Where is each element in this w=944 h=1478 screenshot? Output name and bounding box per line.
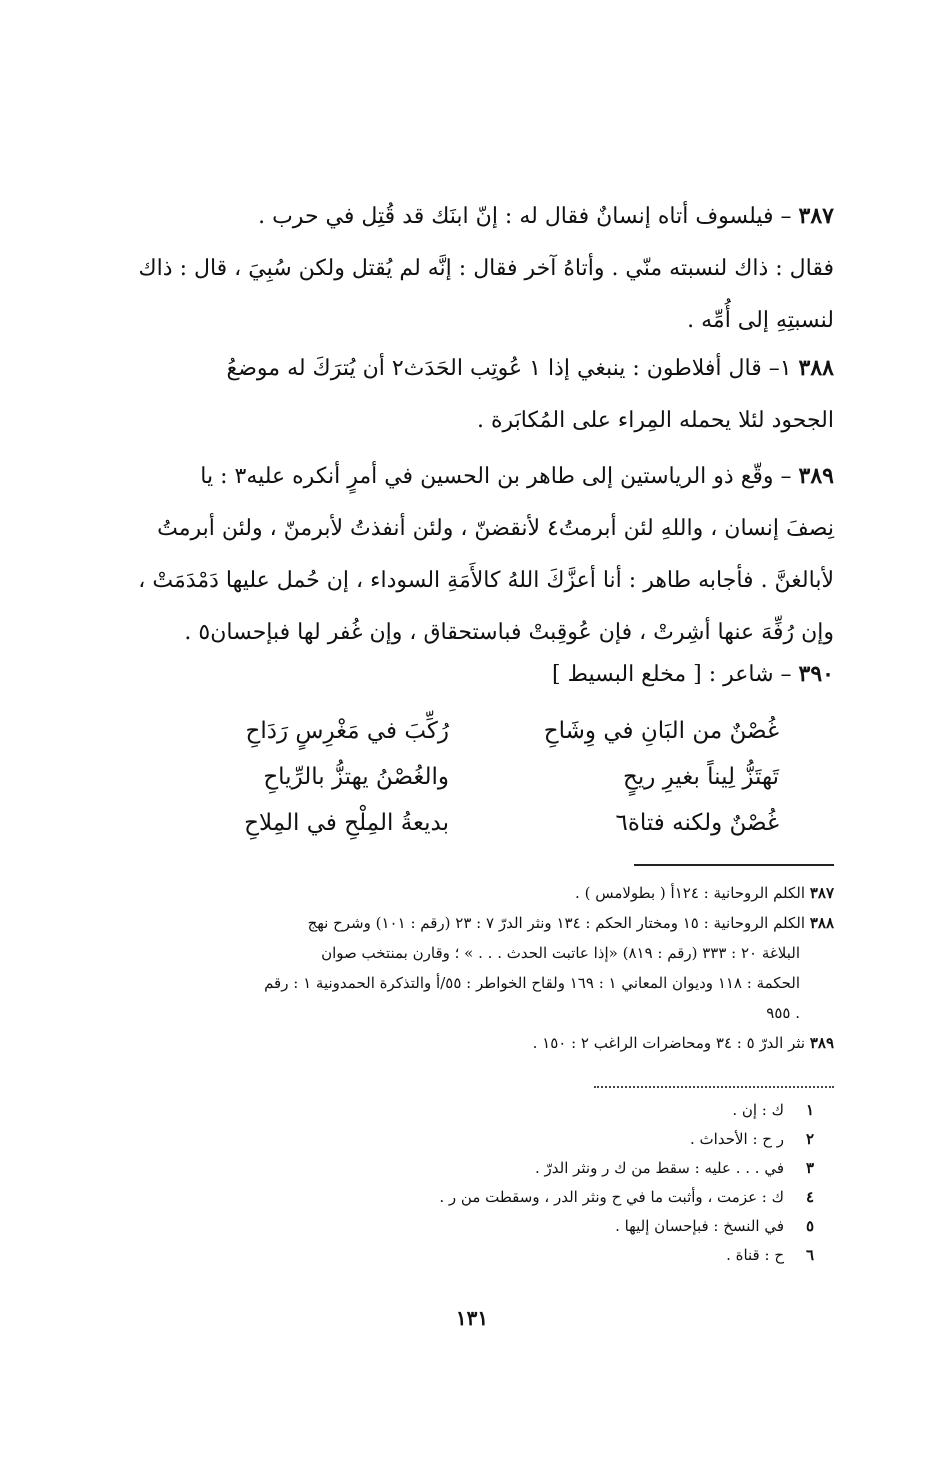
poem-verse [149, 800, 779, 846]
entry-387 [104, 190, 834, 347]
sources-divider [634, 864, 834, 866]
footnote: ١ك : إن . [732, 1101, 814, 1119]
verse-first-hemistich: تَهتَزُّ لِيناً بغيرِ ريحٍ [623, 764, 779, 790]
source-387: ٣٨٧ الكلم الروحانية : ١٢٤أ ( بطولامس ) . [575, 884, 834, 902]
footnotes [214, 1096, 814, 1270]
entry-line: وإن رُفِّهَ عنها أشِرتْ ، فإن عُوقِبتْ فباستحقاق ، وإن غُفر لها فبإحسان٥ . [184, 620, 834, 645]
source-388: ٣٨٨ الكلم الروحانية : ١٥ ومختار الحكم : ١٣٤ ونثر الدرّ ٧ : ٢٣ (رقم : ١٠١) وشرح نهج البلاغة ٢٠ : ٣٣٣ (رقم : ٨١٩) «إذا عاتبت الحدث . . . » ؛ وقارن بمنتخب صوان الحكمة : ١١٨ وديوان المعاني ١ : ١٦٩ ولقاح الخواطر : ٥٥/أ والتذكرة الحمدونية ١ : رقم . ٩٥٥ [264, 914, 834, 1022]
notes-divider [594, 1086, 834, 1088]
poem-verse [149, 754, 779, 800]
entry-line: لنسبتِهِ إلى أُمِّه . [687, 308, 834, 333]
poem-verse [149, 708, 779, 754]
entry-line: ٣٨٩ – وقّع ذو الرياستين إلى طاهر بن الحسين في أمرٍ أنكره عليه٣ : يا [200, 463, 834, 489]
entry-number: ٣٨٧ [798, 203, 834, 229]
entry-line: ٣٨٧ – فيلسوف أتاه إنسانٌ فقال له : إنّ ابنَك قد قُتِل في حرب . [258, 203, 834, 229]
entry-number: ٣٨٩ [798, 463, 834, 489]
page-number: ١٣١ [455, 1306, 489, 1330]
source-389: ٣٨٩ نثر الدرّ ٥ : ٣٤ ومحاضرات الراغب ٢ : ١٥٠ . [532, 1034, 834, 1052]
footnote: ٥في النسخ : فبإحسان إليها . [615, 1217, 814, 1235]
entry-line: الجحود لئلا يحمله المِراء على المُكابَرة . [477, 408, 834, 433]
entry-line: فقال : ذاك لنسبته منّي . وأتاهُ آخر فقال : إنَّه لم يُقتل ولكن سُبِيَ ، قال : ذاك [138, 256, 834, 281]
entry-389 [104, 450, 834, 659]
footnote: ٤ك : عزمت ، وأثبت ما في ح ونثر الدر ، وسقطت من ر . [439, 1188, 814, 1206]
sources [104, 878, 834, 1058]
verse-second-hemistich: رُكِّبَ في مَغْرِسٍ رَدَاحِ [245, 718, 449, 744]
entry-390-heading: ٣٩٠ – شاعر : [ مخلع البسيط ] [552, 661, 834, 687]
entry-line: ٣٨٨ ١– قال أفلاطون : ينبغي إذا ١ عُوتِب الحَدَث٢ أن يُترَكَ له موضعُ [226, 355, 834, 381]
verse-first-hemistich: غُصْنٌ ولكنه فتاة٦ [615, 810, 779, 836]
footnote: ٢ر ح : الأحداث . [690, 1130, 814, 1148]
entry-line: لأبالغنَّ . فأجابه طاهر : أنا أعزَّكَ اللهُ كالأَمَةِ السوداء ، إن حُمل عليها دَمْدَمَتْ ، [138, 568, 834, 593]
verse-second-hemistich: بديعةُ المِلْحِ في المِلاحِ [244, 810, 449, 836]
entry-388 [104, 342, 834, 447]
verse-first-hemistich: غُصْنٌ من البَانِ في وِشَاحِ [543, 718, 779, 744]
footnote: ٦ح : قناة . [726, 1246, 814, 1264]
entry-number: ٣٩٠ [798, 661, 834, 687]
entry-line: نِصفَ إنسان ، واللهِ لئن أبرمتُ٤ لأنقضنّ ، ولئن أنفذتُ لأبرمنّ ، ولئن أبرمتُ [157, 516, 834, 541]
footnote: ٣في . . . عليه : سقط من ك ر ونثر الدرّ . [534, 1159, 814, 1177]
poem [149, 708, 779, 848]
verse-second-hemistich: والغُصْنُ يهتزُّ بالرِّياحِ [263, 764, 449, 790]
entry-number: ٣٨٨ [798, 355, 834, 381]
